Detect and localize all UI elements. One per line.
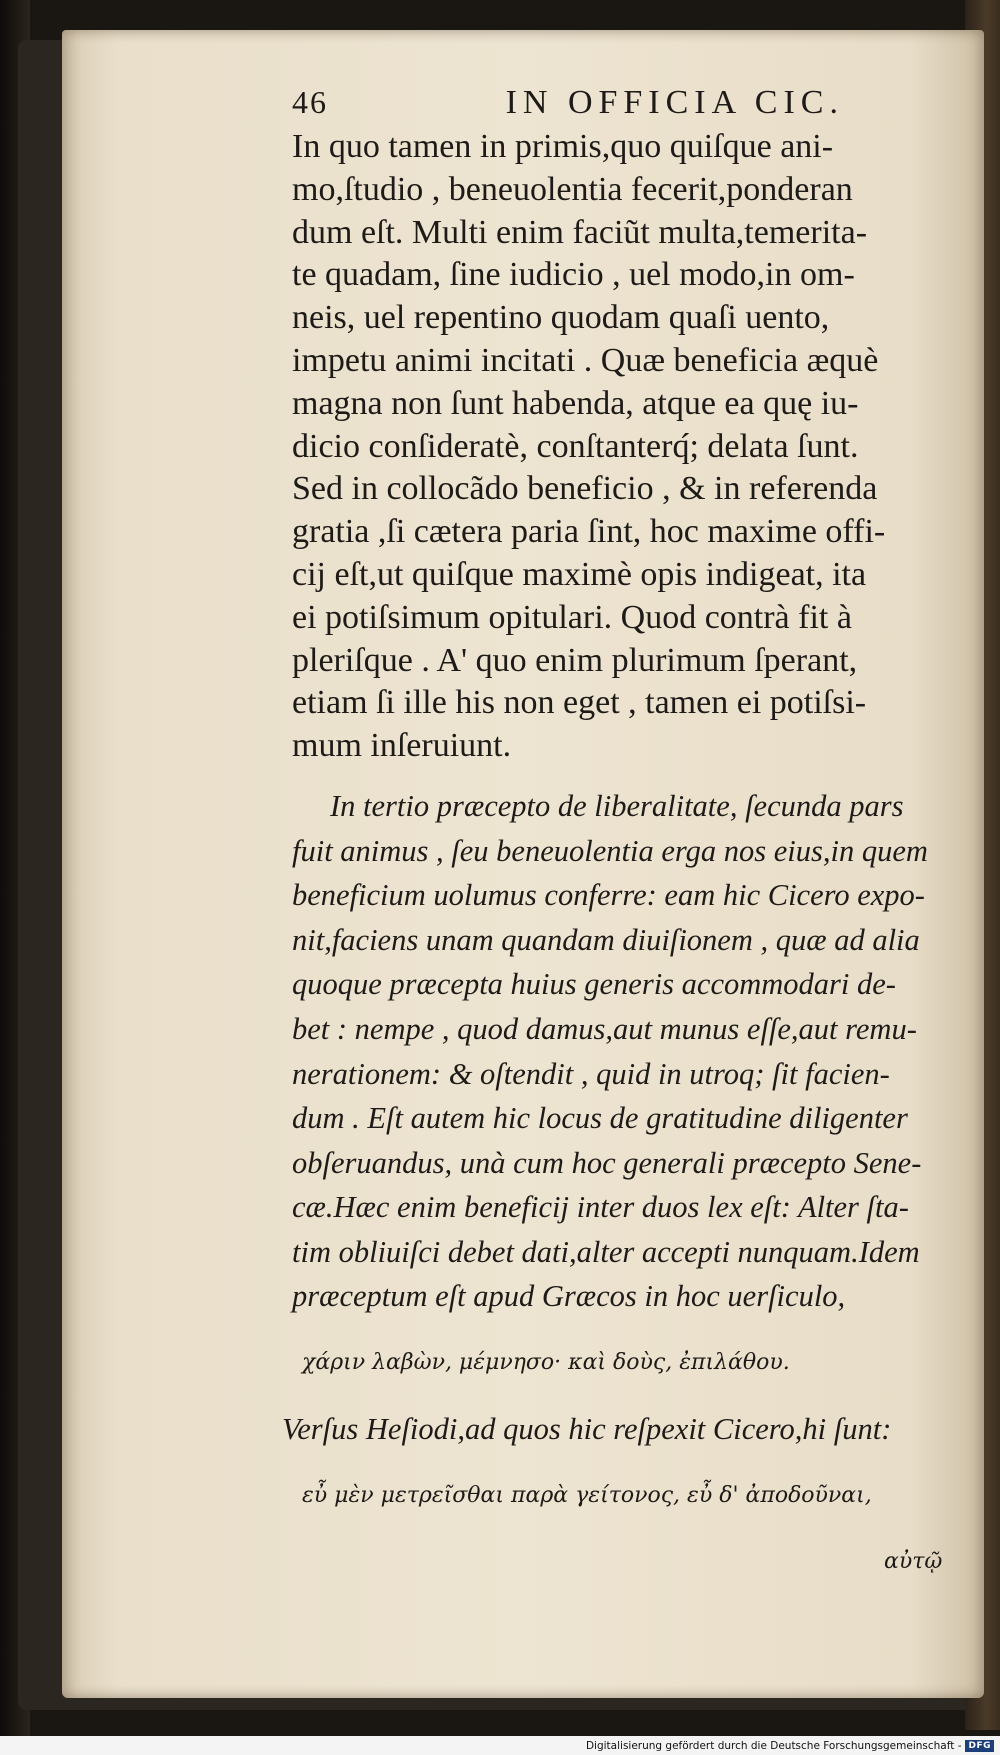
text-line: gratia ,ſi cætera paria ſint, hoc maxime offi‑	[292, 513, 886, 551]
verse-intro-block	[282, 1407, 932, 1452]
page-number: 46	[292, 84, 328, 120]
text-line: magna non ſunt habenda, atque ea quę iu‑	[292, 384, 859, 422]
page-text	[282, 84, 943, 1606]
catchword: αὐτῷ	[884, 1548, 943, 1574]
commentary-line: tim obliuiſci debet dati,alter accepti nunquam.Idem	[292, 1234, 920, 1269]
text-line: Sed in collocãdo beneficio , & in referenda	[292, 470, 878, 508]
commentary-line: cæ.Hæc enim beneficij inter duos lex eſt: Alter ſta‑	[292, 1190, 909, 1225]
commentary-text	[292, 784, 932, 1319]
text-line: neis, uel repentino quodam quaſi uento,	[292, 299, 830, 337]
commentary-line: bet : nempe , quod damus,aut munus eſſe,aut remu‑	[292, 1011, 917, 1046]
text-line: mum inſeruiunt.	[292, 727, 512, 765]
text-line: etiam ſi ille his non eget , tamen ei potiſsi‑	[292, 684, 867, 722]
commentary-line: obſeruandus, unà cum hoc generali præcepto Sene‑	[292, 1145, 922, 1180]
text-line: ei potiſsimum opitulari. Quod contrà fit à	[292, 598, 852, 636]
hesiod-verse-block	[292, 1474, 943, 1584]
running-header	[292, 84, 844, 126]
commentary-line: præceptum eſt apud Græcos in hoc uerſiculo,	[292, 1279, 846, 1314]
credit-text: Digitalisierung gefördert durch die Deutsche Forschungsgemeinschaft -	[585, 1739, 962, 1752]
text-line: pleriſque . A' quo enim plurimum ſperant,	[292, 641, 858, 679]
digitization-credit-bar	[0, 1736, 1000, 1755]
text-line: dicio conſideratè, conſtanterq́; delata ſunt.	[292, 427, 859, 465]
commentary-line: quoque præcepta huius generis accommodari de‑	[292, 967, 896, 1002]
greek-verse: χάριν λαβὼν, μέμνησο· καὶ δοὺς, ἐπιλάθου.	[302, 1350, 790, 1376]
commentary-line: In tertio præcepto de liberalitate, ſecunda pars	[330, 788, 904, 823]
text-line: te quadam, ſine iudicio , uel modo,in om‑	[292, 256, 855, 294]
greek-verse-block	[292, 1341, 932, 1385]
verse-intro: Verſus Heſiodi,ad quos hic reſpexit Cicero,hi ſunt:	[282, 1412, 892, 1447]
commentary-line: nit,faciens unam quandam diuiſionem , quæ ad alia	[292, 922, 920, 957]
text-line: In quo tamen in primis,quo quiſque ani‑	[292, 128, 834, 165]
commentary-line: fuit animus , ſeu beneuolentia erga nos eius,in quem	[292, 833, 928, 868]
dfg-logo: DFG	[965, 1740, 994, 1752]
running-title: IN OFFICIA CIC.	[505, 84, 844, 121]
commentary-line: beneficium uolumus conferre: eam hic Cicero expo‑	[292, 878, 925, 913]
text-line: impetu animi incitati . Quæ beneficia æquè	[292, 341, 879, 379]
hesiod-verse: εὖ μὲν μετρεῖσθαι παρὰ γείτονος, εὖ δ' ἀποδοῦναι,	[302, 1482, 872, 1508]
text-line: cij eſt,ut quiſque maximè opis indigeat, ita	[292, 555, 867, 593]
commentary-line: nerationem: & oſtendit , quid in utroq; ſit facien‑	[292, 1056, 890, 1091]
commentary-line: dum . Eſt autem hic locus de gratitudine diligenter	[292, 1101, 908, 1136]
text-line: dum eſt. Multi enim faciũt multa,temerita‑	[292, 213, 868, 251]
main-text	[292, 126, 932, 768]
text-line: mo,ſtudio , beneuolentia fecerit,ponderan	[292, 170, 853, 208]
